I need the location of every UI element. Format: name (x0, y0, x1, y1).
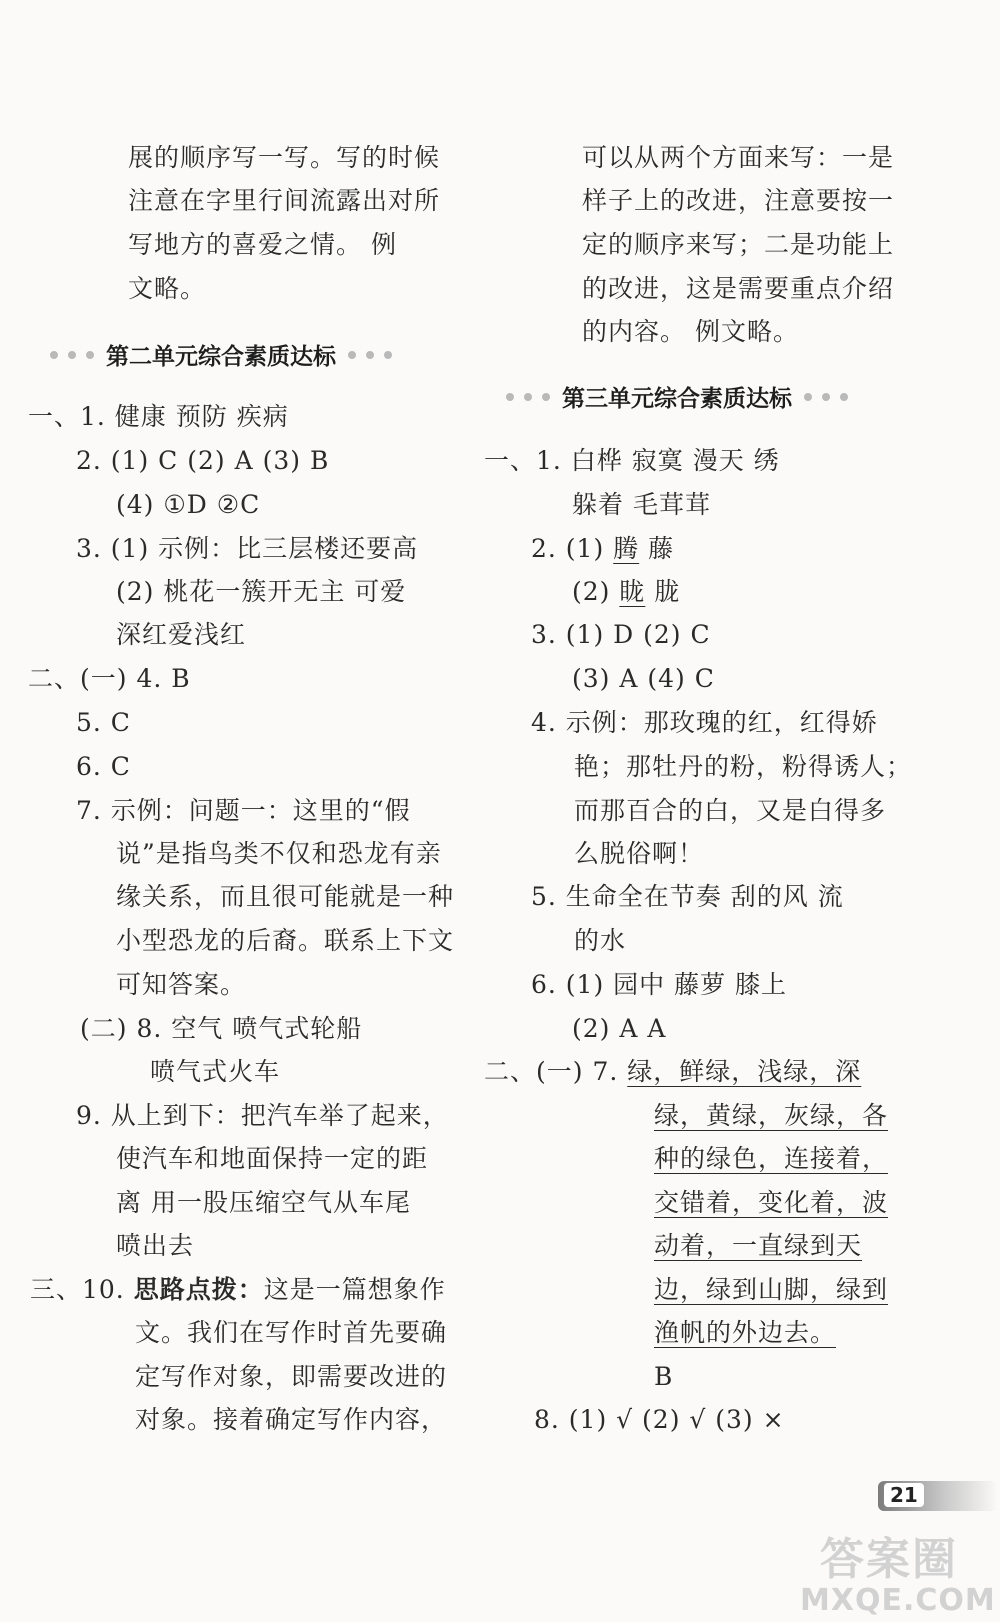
underlined-answer: 绿，黄绿，灰绿，各 (654, 1101, 889, 1130)
answer-line: 二、(一) 4. B (28, 664, 191, 693)
underlined-answer: 眬 (619, 577, 646, 606)
answer-line: 喷气式火车 (150, 1057, 281, 1086)
answer-line: 艳；那牡丹的粉，粉得诱人； (574, 752, 913, 781)
answer-line: 定写作对象，即需要改进的 (135, 1362, 448, 1391)
underlined-answer: 边，绿到山脚，绿到 (654, 1275, 889, 1304)
decor-dots-left (506, 393, 550, 401)
watermark-logo-text: 答案圈 (820, 1534, 958, 1585)
answer-line: 2. (1) C (2) A (3) B (76, 446, 330, 475)
answer-line: 6. (1) 园中 藤萝 膝上 (531, 970, 788, 999)
answer-line: 么脱俗啊！ (574, 839, 705, 868)
answer-line: (3) A (4) C (572, 664, 715, 693)
intro-line-5: 的内容。 例文略。 (582, 317, 799, 346)
answer-line: 的水 (574, 926, 627, 955)
answer-line: 5. C (76, 708, 131, 737)
answer-line: 缘关系，而且很可能就是一种 (116, 882, 455, 911)
answer-line: 3. (1) 示例：比三层楼还要高 (76, 534, 419, 563)
answer-line: 躲着 毛茸茸 (572, 490, 711, 519)
answer-line-hint: 三、10. 思路点拨：这是一篇想象作 (30, 1275, 446, 1304)
answer-line: 离 用一股压缩空气从车尾 (116, 1188, 411, 1217)
answer-line: (2) 桃花一簇开无主 可爱 (116, 577, 407, 606)
answer-line: 一、1. 白桦 寂寞 漫天 绣 (484, 446, 780, 475)
answer-line: 喷出去 (116, 1231, 195, 1260)
answer-line: (2) A A (572, 1014, 667, 1043)
intro-line-4: 的改进，这是需要重点介绍 (582, 274, 895, 303)
answer-line: 深红爱浅红 (116, 620, 247, 649)
answer-line: (二) 8. 空气 喷气式轮船 (80, 1014, 363, 1043)
intro-line-2: 注意在字里行间流露出对所 (128, 186, 441, 215)
page-number: 21 (884, 1483, 924, 1507)
answer-line: (2) 眬 胧 (572, 577, 681, 606)
decor-dots-right (804, 393, 848, 401)
underlined-answer: 绿，鲜绿，浅绿，深 (627, 1057, 862, 1086)
answer-line: 一、1. 健康 预防 疾病 (28, 402, 289, 431)
answer-line: 8. (1) √ (2) √ (3) × (534, 1405, 785, 1434)
answer-line: 可知答案。 (116, 970, 247, 999)
section-title-unit-2: 第二单元综合素质达标 (50, 338, 392, 371)
answer-line: 二、(一) 7. 绿，鲜绿，浅绿，深 (484, 1057, 862, 1086)
answer-line: 使汽车和地面保持一定的距 (116, 1144, 429, 1173)
answer-line: 4. 示例：那玫瑰的红，红得娇 (531, 708, 878, 737)
answer-line: 3. (1) D (2) C (531, 620, 711, 649)
page-number-tab (878, 1481, 998, 1511)
answer-line: B (654, 1362, 674, 1391)
answer-line: 9. 从上到下：把汽车举了起来， (76, 1101, 449, 1130)
answer-line: 对象。接着确定写作内容， (135, 1405, 448, 1434)
intro-line-4: 文略。 (128, 274, 207, 303)
decor-dots-left (50, 351, 94, 359)
answer-line: 5. 生命全在节奏 刮的风 流 (531, 882, 844, 911)
answer-line: 6. C (76, 752, 131, 781)
answer-line: 小型恐龙的后裔。联系上下文 (116, 926, 455, 955)
answer-line: 文。我们在写作时首先要确 (135, 1318, 448, 1347)
watermark-url: MXQE.COM (800, 1583, 996, 1618)
answer-line: 2. (1) 腾 藤 (531, 534, 675, 563)
intro-line-3: 定的顺序来写；二是功能上 (582, 230, 895, 259)
answer-line: 7. 示例：问题一：这里的“假 (76, 796, 411, 825)
underlined-answer: 交错着，变化着，波 (654, 1188, 889, 1217)
underlined-answer: 渔帆的外边去。 (654, 1318, 837, 1347)
decor-dots-right (348, 351, 392, 359)
intro-line-1: 可以从两个方面来写：一是 (582, 143, 895, 172)
watermark (800, 1523, 1000, 1622)
hint-label: 思路点拨： (133, 1275, 264, 1304)
intro-line-2: 样子上的改进，注意要按一 (582, 186, 895, 215)
section-title-unit-3: 第三单元综合素质达标 (506, 380, 848, 413)
answer-line: 而那百合的白，又是白得多 (574, 796, 887, 825)
underlined-answer: 动着，一直绿到天 (654, 1231, 863, 1260)
underlined-answer: 种的绿色，连接着， (654, 1144, 889, 1173)
intro-line-3: 写地方的喜爱之情。 例 (128, 230, 397, 259)
intro-line-1: 展的顺序写一写。写的时候 (128, 143, 441, 172)
underlined-answer: 腾 (613, 534, 640, 563)
answer-line: (4) ①D ②C (116, 490, 261, 519)
answer-line: 说”是指鸟类不仅和恐龙有亲 (116, 839, 442, 868)
